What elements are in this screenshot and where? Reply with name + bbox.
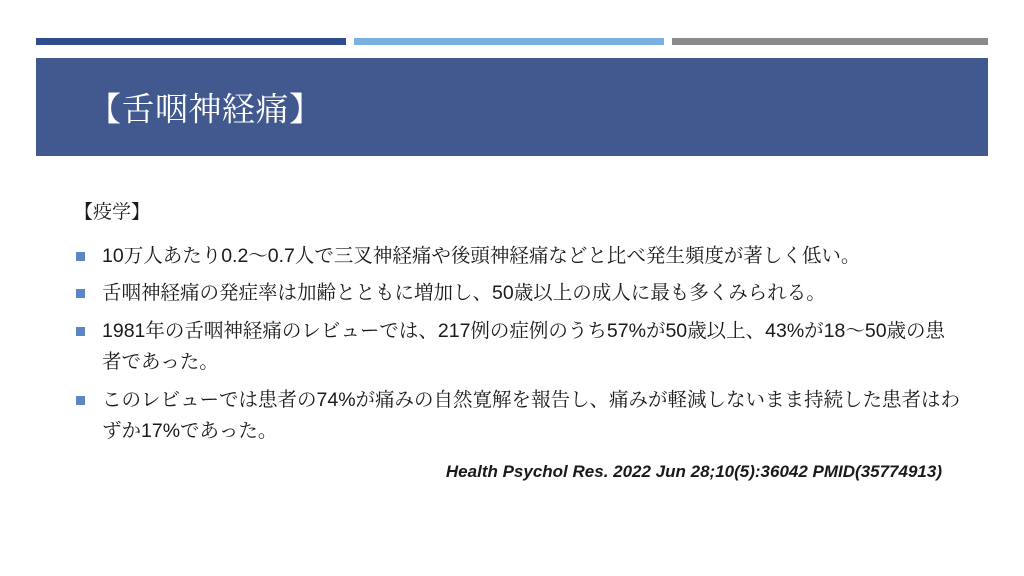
citation-text: Health Psychol Res. 2022 Jun 28;10(5):36042 PMID(35774913) xyxy=(445,462,942,482)
list-item-text: このレビューでは患者の74%が痛みの自然寛解を報告し、痛みが軽減しないまま持続した患者はわずか17%であった。 xyxy=(102,388,961,443)
bullet-list xyxy=(74,241,964,448)
section-heading: 【疫学】 xyxy=(74,202,151,223)
list-item-text: 10万人あたり0.2〜0.7人で三叉神経痛や後頭神経痛などと比べ発生頻度が著しく低い。 xyxy=(102,244,861,267)
list-item xyxy=(74,241,964,273)
list-item-text: 1981年の舌咽神経痛のレビューでは、217例の症例のうち57%が50歳以上、43%が18〜50歳の患者であった。 xyxy=(102,319,946,374)
slide-body xyxy=(74,200,964,482)
list-item-text: 舌咽神経痛の発症率は加齢とともに増加し、50歳以上の成人に最も多くみられる。 xyxy=(102,282,826,305)
title-band xyxy=(36,58,988,156)
list-item xyxy=(74,385,964,448)
header-rule-dark-blue xyxy=(36,38,346,45)
list-item xyxy=(74,278,964,310)
header-rule-gap-2 xyxy=(664,38,672,45)
header-rule-light-blue xyxy=(354,38,664,45)
bullet-marker-icon xyxy=(76,396,85,405)
bullet-marker-icon xyxy=(76,327,85,336)
bullet-marker-icon xyxy=(76,252,85,261)
header-rule-gap-1 xyxy=(346,38,354,45)
header-rule-gray xyxy=(672,38,988,45)
bullet-marker-icon xyxy=(76,289,85,298)
list-item xyxy=(74,316,964,379)
slide-title: 【舌咽神経痛】 xyxy=(88,90,323,128)
header-rule-group xyxy=(36,38,988,45)
